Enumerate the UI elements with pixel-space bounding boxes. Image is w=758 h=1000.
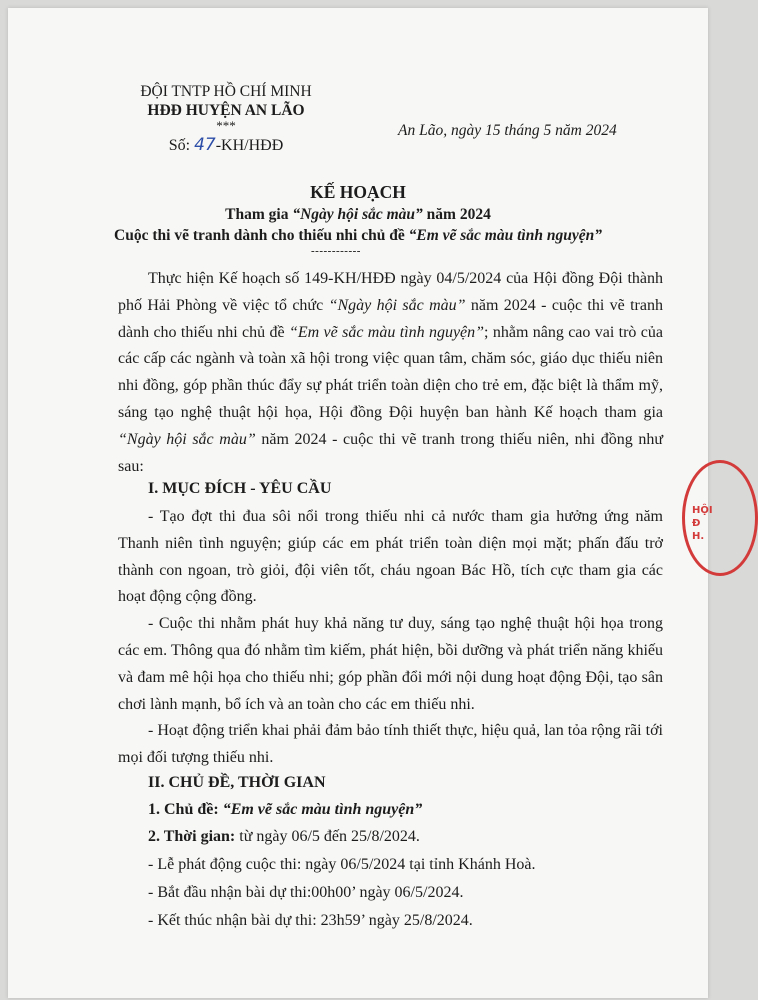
section-1-body <box>118 504 663 772</box>
theme-line <box>148 801 422 819</box>
intro-text-6: “Ngày hội sắc màu” <box>118 430 256 448</box>
org-line-1: ĐỘI TNTP HỒ CHÍ MINH <box>140 83 312 100</box>
intro-text-2: “Ngày hội sắc màu” <box>328 296 466 314</box>
theme-label: 1. Chủ đề: <box>148 801 223 818</box>
seal-text-line-2: H. <box>692 531 705 542</box>
document-subtitle-2 <box>8 227 708 245</box>
handwritten-number: 47 <box>194 135 216 155</box>
section-1-paragraph: - Hoạt động triển khai phải đảm bảo tính thiết thực, hiệu quả, lan tỏa rộng rãi tới mọi đối tượng thiếu nhi. <box>118 722 663 767</box>
org-line-2: HĐĐ HUYỆN AN LÃO <box>147 102 305 119</box>
org-stars: *** <box>216 118 236 133</box>
document-number-prefix: Số: <box>168 137 195 154</box>
document-title: KẾ HOẠCH <box>310 182 406 202</box>
intro-text-7: năm 2024 - cuộc thi vẽ tranh trong thiếu niên, nhi đồng như sau: <box>118 430 664 475</box>
subtitle-1-text-a: Tham gia <box>225 206 293 223</box>
intro-text-3: năm 2024 - cuộc thi vẽ tranh dành cho thiếu nhi chủ đề <box>118 296 663 341</box>
subtitle-1-text-c: năm 2024 <box>422 206 491 223</box>
theme-value: “Em vẽ sắc màu tình nguyện” <box>222 801 423 818</box>
seal-stamp-text <box>692 504 713 543</box>
time-label: 2. Thời gian: <box>148 828 236 845</box>
schedule-item: - Lễ phát động cuộc thi: ngày 06/5/2024 tại tỉnh Khánh Hoà. <box>148 856 536 873</box>
section-2-heading: II. CHỦ ĐỀ, THỜI GIAN <box>148 774 326 791</box>
subtitle-2-text-a: Cuộc thi vẽ tranh dành cho thiếu nhi chủ đề <box>114 227 409 244</box>
document-page <box>8 8 713 998</box>
intro-text-5: ; nhằm nâng cao vai trò của các cấp các ngành và toàn xã hội trong việc quan tâm, chăm sóc, giáo dục thiếu niên nhi đồng, góp phần thúc đẩy sự phát triển toàn diện cho trẻ em, đặc biệt là thẩm mỹ, sáng tạo nghệ thuật hội họa, Hội đồng Đội huyện ban hành Kế hoạch tham gia <box>118 323 663 421</box>
intro-text-4: “Em vẽ sắc màu tình nguyện” <box>288 323 485 341</box>
document-subtitle-1 <box>8 206 708 224</box>
schedule-item: - Bắt đầu nhận bài dự thi:00h00’ ngày 06/5/2024. <box>148 884 464 901</box>
section-1-heading: I. MỤC ĐÍCH - YÊU CẦU <box>148 480 332 497</box>
subtitle-1-text-b: “Ngày hội sắc màu” <box>292 206 423 223</box>
seal-text-line-1: HỘI Đ <box>692 505 713 529</box>
schedule-item: - Kết thúc nhận bài dự thi: 23h59’ ngày 25/8/2024. <box>148 912 473 929</box>
intro-paragraph <box>118 266 663 480</box>
section-1-paragraph: - Tạo đợt thi đua sôi nổi trong thiếu nhi cả nước tham gia hưởng ứng năm Thanh niên tình nguyện; giúp các em phát triển toàn diện mọi mặt; phấn đấu trở thành con ngoan, trò giỏi, đội viên tốt, cháu ngoan Bác Hồ, tích cực tham gia các hoạt động cộng đồng. <box>118 508 663 606</box>
subtitle-2-text-b: “Em vẽ sắc màu tình nguyện” <box>408 227 602 244</box>
issuing-organization <box>126 82 326 155</box>
section-1-paragraph: - Cuộc thi nhằm phát huy khả năng tư duy, sáng tạo nghệ thuật hội họa trong các em. Thông qua đó nhằm tìm kiếm, phát hiện, bồi dưỡng và phát triển năng khiếu và đam mê hội họa cho thiếu nhi; góp phần đổi mới nội dung hoạt động Đội, tạo sân chơi lành mạnh, bổ ích và an toàn cho các em thiếu nhi. <box>118 615 663 713</box>
date-line: An Lão, ngày 15 tháng 5 năm 2024 <box>398 122 617 139</box>
document-number <box>126 136 326 155</box>
title-divider: ------------ <box>311 245 361 257</box>
document-number-suffix: -KH/HĐĐ <box>215 137 284 154</box>
intro-text-1: Thực hiện Kế hoạch số 149-KH/HĐĐ ngày 04/5/2024 của Hội đồng Đội thành phố Hải Phòng về việc tổ chức <box>118 270 663 314</box>
time-line <box>148 828 420 846</box>
time-value: từ ngày 06/5 đến 25/8/2024. <box>235 828 420 845</box>
